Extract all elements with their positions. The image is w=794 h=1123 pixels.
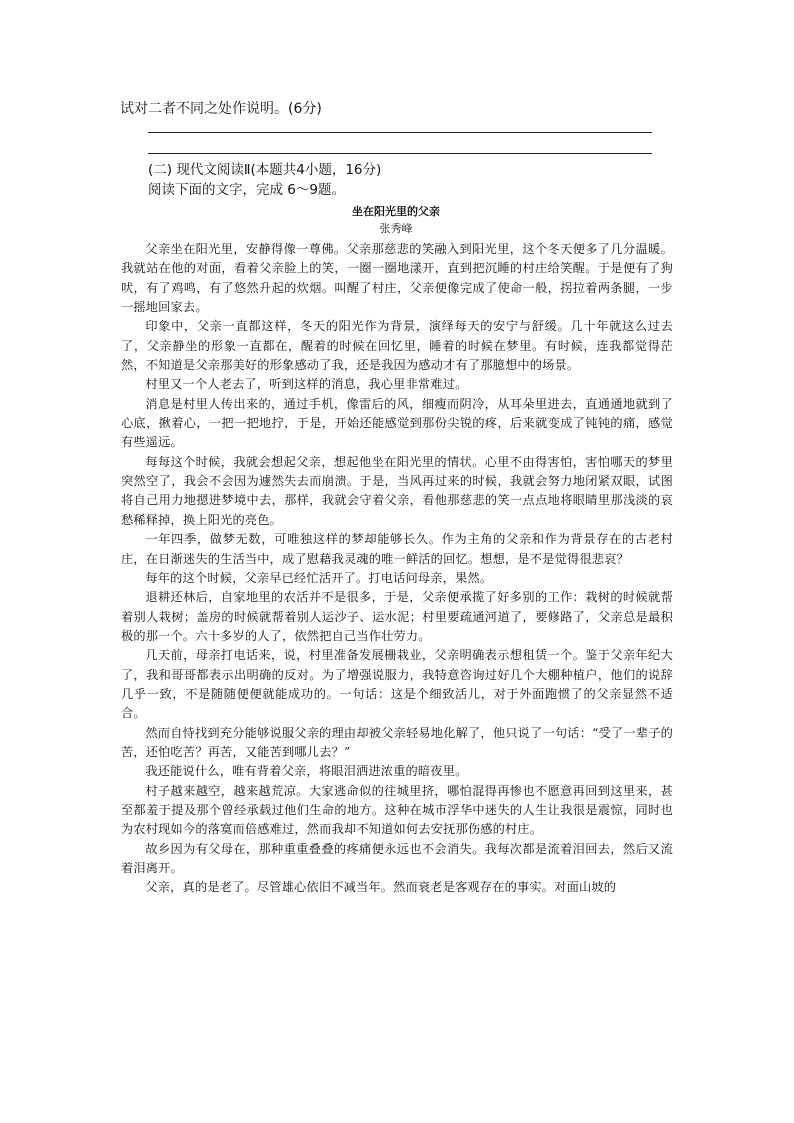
paragraph: 每每这个时候，我就会想起父亲，想起他坐在阳光里的情状。心里不由得害怕，害怕哪天的梦里突然空了，我会不会因为遽然失去而崩溃。于是，当风再过来的时候，我就会努力地闭紧双眼，试图将自己用力地摁进梦境中去，那样，我就会守着父亲，看他那慈悲的笑一点点地将眼睛里那浅淡的哀愁稀释掉，换上阳光的亮色。 <box>121 454 673 527</box>
paragraph: 我还能说什么，唯有背着父亲，将眼泪洒进浓重的暗夜里。 <box>145 764 468 779</box>
answer-line-2[interactable] <box>148 153 652 154</box>
paragraph: 父亲坐在阳光里，安静得像一尊佛。父亲那慈悲的笑融入到阳光里，这个冬天便多了几分温暖。我就站在他的对面，看着父亲脸上的笑，一圈一圈地漾开，直到把沉睡的村庄给笑醒。于是便有了狗吠，有了鸡鸣，有了悠然升起的炊烟。叫醒了村庄，父亲便像完成了使命一般，拐拉着两条腿，一步一摇地回家去。 <box>121 242 673 315</box>
section-instruction: 阅读下面的文字，完成 6～9题。 <box>148 182 345 198</box>
paragraph: 印象中，父亲一直都这样，冬天的阳光作为背景，演绎每天的安宁与舒缓。几十年就这么过去了，父亲静坐的形象一直都在，醒着的时候在回忆里，睡着的时候在梦里。有时候，连我都觉得茫然，不知道是父亲那美好的形象感动了我，还是我因为感动才有了那臆想中的场景。 <box>121 319 673 373</box>
article-body <box>121 240 673 898</box>
paragraph: 退耕还林后，自家地里的农活并不是很多，于是，父亲便承揽了好多别的工作：栽树的时候就帮着别人栽树；盖房的时候就帮着别人运沙子、运水泥；村里要疏通河道了，要修路了，父亲总是最积极的那一个。六十多岁的人了，依然把自己当作壮劳力。 <box>121 590 673 643</box>
paragraph: 故乡因为有父母在，那种重重叠叠的疼痛便永远也不会消失。我每次都是流着泪回去，然后又流着泪离开。 <box>121 841 673 875</box>
paragraph: 村里又一个人老去了，听到这样的消息，我心里非常难过。 <box>145 377 468 392</box>
question-text: 试对二者不同之处作说明。(6分) <box>120 101 322 117</box>
paragraph: 父亲，真的是老了。尽管雄心依旧不减当年。然而衰老是客观存在的事实。对面山坡的 <box>145 880 617 895</box>
article-author: 张秀峰 <box>379 222 413 235</box>
paragraph: 每年的这个时候，父亲早已经忙活开了。打电话问母亲，果然。 <box>145 570 493 585</box>
paragraph: 村子越来越空，越来越荒凉。大家逃命似的往城里挤，哪怕混得再惨也不愿意再回到这里来，甚至都羞于提及那个曾经承载过他们生命的地方。这种在城市浮华中迷失的人生让我很是震惊，同时也为农村现如今的落寞而倍感难过，然而我却不知道如何去安抚那伤感的村庄。 <box>121 783 673 837</box>
paragraph: 然而自恃找到充分能够说服父亲的理由却被父亲轻易地化解了，他只说了一句话：“受了一辈子的苦，还怕吃苦？再苦，又能苦到哪儿去？” <box>121 725 673 759</box>
answer-line-1[interactable] <box>148 132 652 133</box>
section-heading: (二) 现代文阅读Ⅱ(本题共4小题，16分) <box>148 162 382 178</box>
article-title: 坐在阳光里的父亲 <box>352 205 440 218</box>
paragraph: 消息是村里人传出来的，通过手机，像雷后的风，细瘦而阴冷，从耳朵里进去，直通通地就到了心底，揪着心，一把一把地拧，于是，开始还能感觉到那份尖锐的疼，后来就变成了钝钝的痛，感觉有些遥远。 <box>121 396 673 450</box>
paragraph: 几天前，母亲打电话来，说，村里准备发展栅栽业，父亲明确表示想租赁一个。鉴于父亲年纪大了，我和哥哥都表示出明确的反对。为了增强说服力，我特意咨询过好几个大棚种植户，他们的说辞几乎一致，不是随随便便就能成功的。一句话：这是个细致活儿，对于外面跑惯了的父亲显然不适合。 <box>121 648 673 721</box>
paragraph: 一年四季，做梦无数，可唯独这样的梦却能够长久。作为主角的父亲和作为背景存在的古老村庄，在日渐迷失的生活当中，成了慰藉我灵魂的唯一鲜活的回忆。想想，是不是觉得很悲哀？ <box>121 532 673 566</box>
